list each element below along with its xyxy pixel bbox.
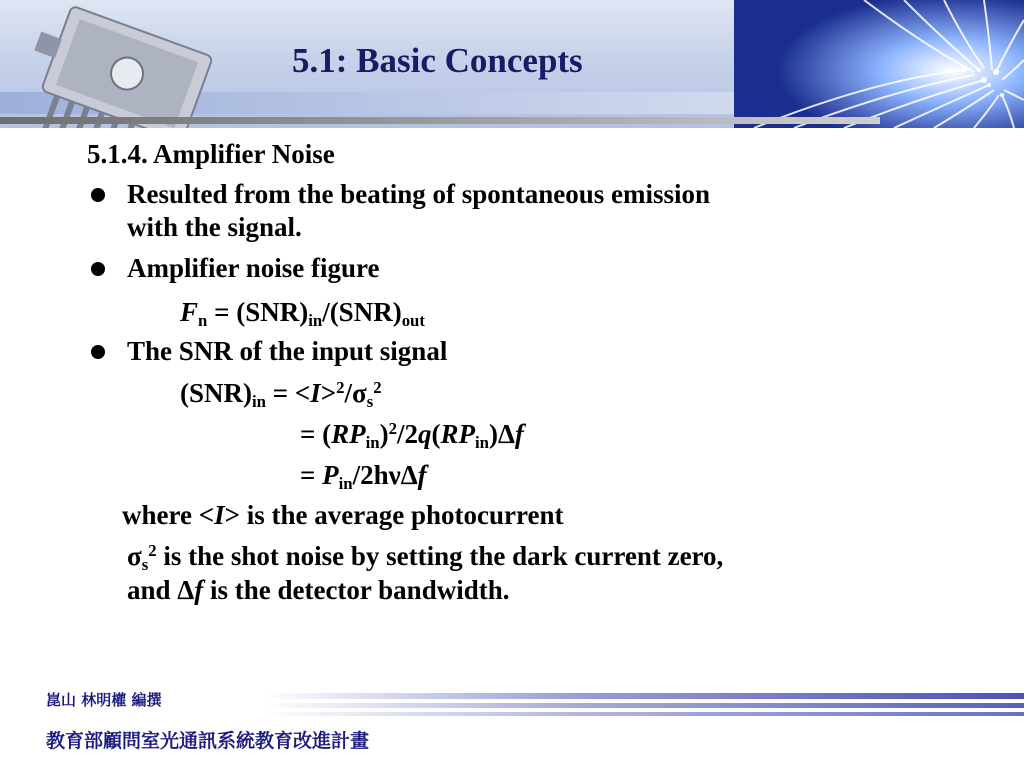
bullet-marker [91, 188, 105, 202]
shot-noise-definition: $\sigma_s^2$ is the shot noise by setting the dark current zero, [127, 540, 724, 575]
bullet-text: Resulted from the beating of spontaneous emission [127, 179, 711, 209]
where-text: is the average photocurrent [246, 500, 564, 530]
bullet-text-continued: with the signal. [127, 212, 302, 242]
input-snr-equation: $(SNR)_{in} = <I>^2/\sigma_s^2$ [180, 377, 382, 412]
bullet-marker [91, 345, 105, 359]
bandwidth-text: is the detector bandwidth. [209, 575, 510, 605]
slide-title: 5.1: Basic Concepts [292, 41, 583, 80]
noise-figure-equation: $F_n = (SNR)_{in}/(SNR)_{out}$ [180, 297, 425, 331]
shot-noise-text: is the shot noise by setting the dark current zero, [163, 541, 724, 571]
footer-program: 教育部顧問室光通訊系統教育改進計畫 [46, 730, 370, 752]
bullet-text: The SNR of the input signal [127, 336, 448, 366]
footer-author: 崑山 林明權 編撰 [46, 691, 162, 709]
section-heading: 5.1.4. Amplifier Noise [87, 139, 335, 169]
bandwidth-definition: and Δf is the detector bandwidth. [127, 575, 510, 605]
footer-decoration [262, 693, 1024, 721]
input-snr-equation-step3: = $P_{in}/2h\nu\Delta f$ [300, 460, 427, 494]
where-definition: where <I> is the average photocurrent [122, 500, 564, 530]
bullet-text: Amplifier noise figure [127, 253, 380, 283]
bullet-marker [91, 262, 105, 276]
input-snr-equation-step2: = $(RP_{in})^2/2q(RP_{in})\Delta f$ [300, 418, 524, 453]
